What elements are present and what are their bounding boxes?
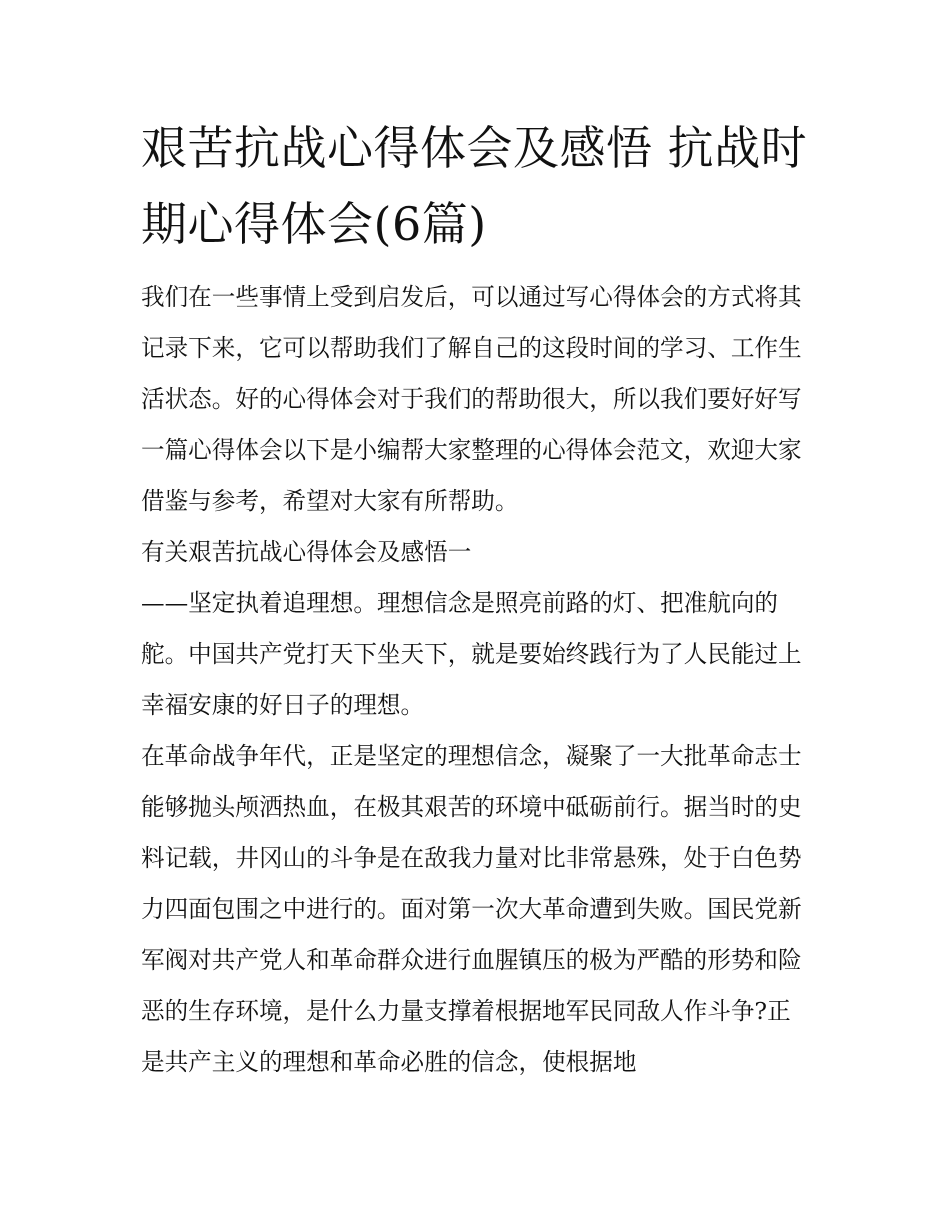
document-page <box>141 110 813 1088</box>
body-paragraph-2: 在革命战争年代，正是坚定的理想信念，凝聚了一大批革命志士能够抛头颅洒热血，在极其艰苦的环境中砥砺前行。据当时的史料记载，井冈山的斗争是在敌我力量对比非常悬殊，处于白色势力四面包围之中进行的。面对第一次大革命遭到失败。国民党新军阀对共产党人和革命群众进行血腥镇压的极为严酷的形势和险恶的生存环境，是什么力量支撑着根据地军民同敌人作斗争?正是共产主义的理想和革命必胜的信念，使根据地 <box>141 742 802 1076</box>
body-paragraph-1: ——坚定执着追理想。理想信念是照亮前路的灯、把准航向的舵。中国共产党打天下坐天下，就是要始终践行为了人民能过上幸福安康的好日子的理想。 <box>141 589 802 719</box>
section-heading: 有关艰苦抗战心得体会及感悟一 <box>141 538 472 566</box>
document-title: 艰苦抗战心得体会及感悟 抗战时期心得体会(6篇) <box>141 121 808 251</box>
intro-paragraph: 我们在一些事情上受到启发后，可以通过写心得体会的方式将其记录下来，它可以帮助我们了解自己的这段时间的学习、工作生活状态。好的心得体会对于我们的帮助很大，所以我们要好好写一篇心得体会以下是小编帮大家整理的心得体会范文，欢迎大家借鉴与参考，希望对大家有所帮助。 <box>141 283 802 515</box>
